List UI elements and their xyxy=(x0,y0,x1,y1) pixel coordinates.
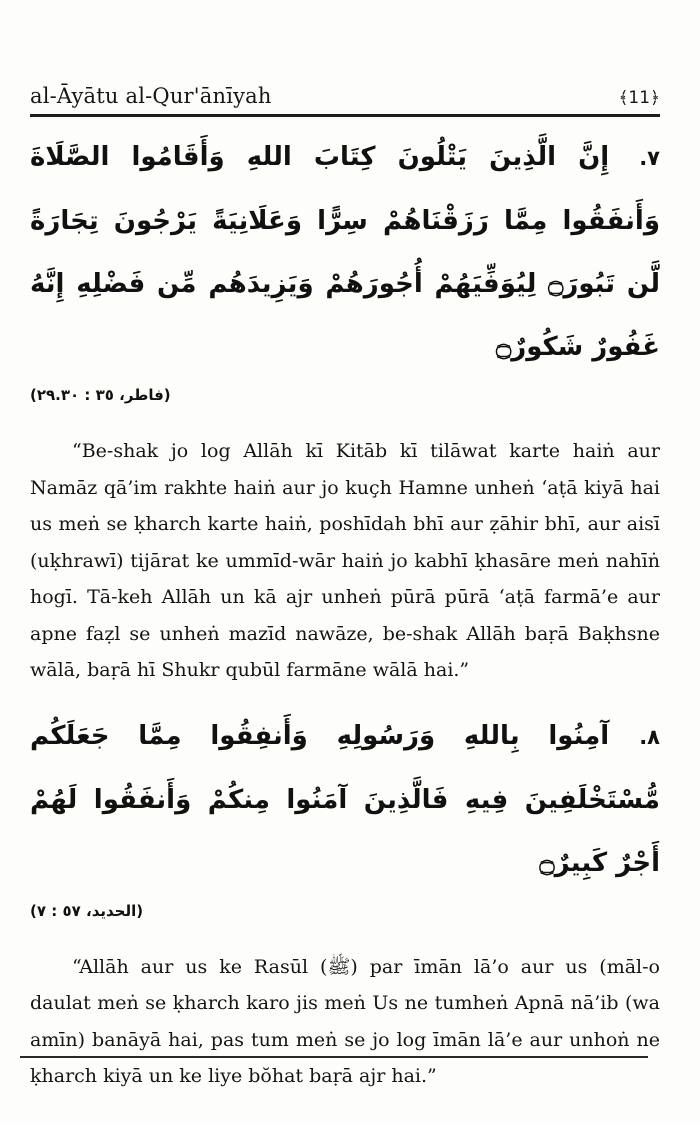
book-title: al-Āyātu al-Qur'ānīyah xyxy=(30,84,272,108)
verse-7-number: ٧. xyxy=(639,146,660,170)
verse-8-translation: “Allāh aur us ke Rasūl (ﷺ) par īmān lā’o aur us (māl-o daulat meṅ se ḳharch karo jis meṅ Us ne tumheṅ Apnā nā’ib (wa amīn) banāyā hai, pas tum meṅ se jo log īmān lā’e aur unhoṅ ne ḳharch kiyā un ke liye bŏhat baṛā ajr hai.” xyxy=(30,955,660,1087)
page-number: ﴾11﴿ xyxy=(618,88,660,108)
verse-8-number: ٨. xyxy=(639,724,660,749)
header-rule xyxy=(30,114,660,117)
verse-8-arabic-text: آمِنُوا بِاللهِ وَرَسُولِهِ وَأَنفِقُوا مِمَّا جَعَلَكُم مُّسْتَخْلَفِينَ فِيهِ فَالَّذِينَ آمَنُوا مِنكُمْ وَأَنفَقُوا لَهُمْ أَجْرٌ كَبِيرٌ۝ xyxy=(30,720,660,878)
arabic-verse-7 xyxy=(30,126,660,379)
verse-8-reference: (الحديد، ٥٧ : ٧) xyxy=(30,901,144,920)
verse-7-arabic-text: إِنَّ الَّذِينَ يَتْلُونَ كِتَابَ اللهِ وَأَقَامُوا الصَّلَاةَ وَأَنفَقُوا مِمَّا رَزَقْنَاهُمْ سِرًّا وَعَلَانِيَةً يَرْجُونَ تِجَارَةً لَّن تَبُورَ۝ لِيُوَفِّيَهُمْ أُجُورَهُمْ وَيَزِيدَهُم مِّن فَضْلِهِ إِنَّهُ غَفُورٌ شَكُورٌ۝ xyxy=(30,142,660,362)
verse-7-translation: “Be-shak jo log Allāh kī Kitāb kī tilāwat karte haiṅ aur Namāz qā’im rakhte haiṅ aur jo kuçh Hamne unheṅ ‘aṭā kiyā hai us meṅ se ḳharch karte haiṅ, poshīdah bhī aur ẓāhir bhī, aur aisī (uḳhrawī) tijārat ke ummīd-wār haiṅ jo kabhī ḳhasāre meṅ nahīṅ hogī. Tā-keh Allāh un kā ajr unheṅ pūrā pūrā ‘aṭā farmā’e aur apne faẓl se unheṅ mazīd nawāze, be-shak Allāh baṛā Baḳhsne wālā, baṛā hī Shukr qubūl farmāne wālā hai.” xyxy=(30,440,660,681)
arabic-verse-8 xyxy=(30,705,660,895)
page-header xyxy=(30,0,660,108)
footer-rule xyxy=(20,1056,648,1058)
verse-7-reference: (فاطر، ٣٥ : ٢٩.٣٠) xyxy=(30,386,171,404)
